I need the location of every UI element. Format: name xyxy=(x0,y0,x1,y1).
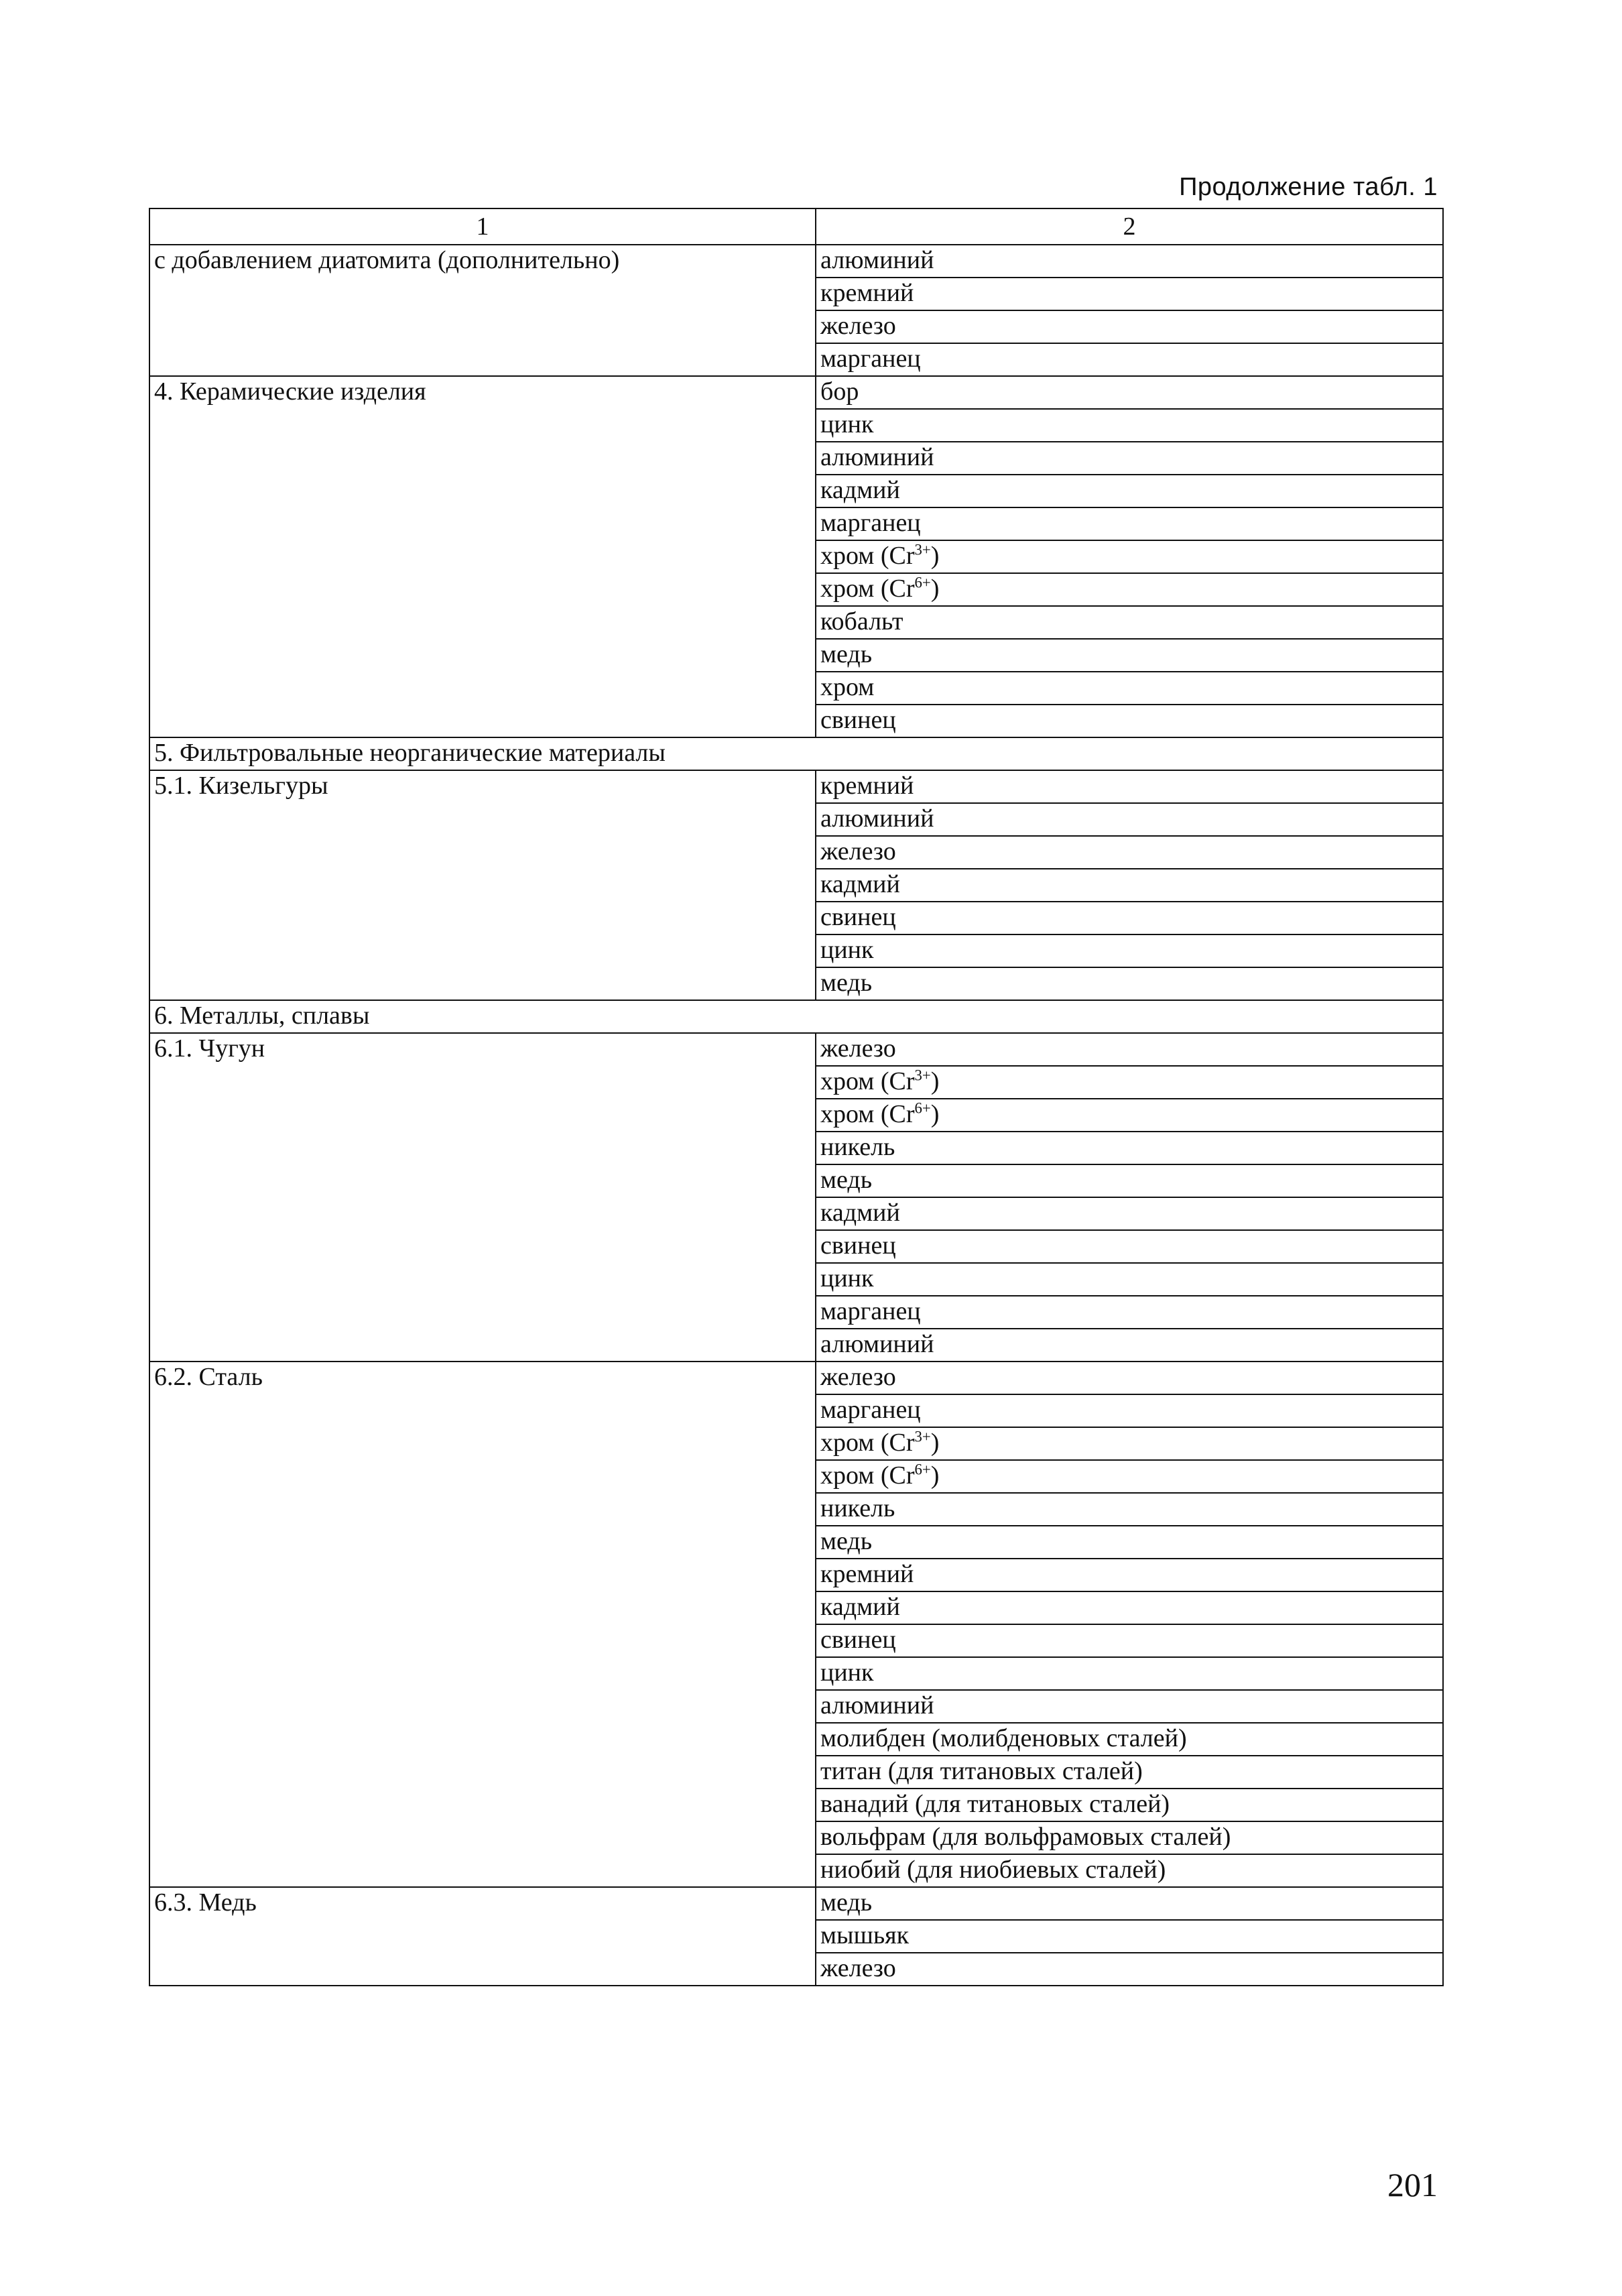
element-cell: цинк xyxy=(816,934,1443,967)
element-cell: железо xyxy=(816,836,1443,869)
element-cell: железо xyxy=(816,1362,1443,1394)
element-cell: железо xyxy=(816,1953,1443,1986)
element-cell: марганец xyxy=(816,343,1443,376)
element-cell: бор xyxy=(816,376,1443,409)
element-cell: мышьяк xyxy=(816,1920,1443,1953)
element-cell: ванадий (для титановых сталей) xyxy=(816,1789,1443,1821)
element-cell: медь xyxy=(816,967,1443,1000)
column-header-2: 2 xyxy=(816,208,1443,245)
element-cell: никель xyxy=(816,1493,1443,1526)
element-cell: кобальт xyxy=(816,606,1443,639)
element-cell: молибден (молибденовых сталей) xyxy=(816,1723,1443,1756)
table-row xyxy=(149,770,1443,803)
element-cell: хром $(Cr^{3+})$ xyxy=(816,540,1443,573)
table-row xyxy=(149,376,1443,409)
category-cell: 6.3. Медь xyxy=(149,1887,816,1986)
table-row xyxy=(149,245,1443,278)
element-cell: кадмий xyxy=(816,1591,1443,1624)
element-cell: никель xyxy=(816,1132,1443,1164)
element-cell: кадмий xyxy=(816,475,1443,507)
element-cell: марганец xyxy=(816,1296,1443,1329)
element-cell: железо xyxy=(816,1033,1443,1066)
element-cell: кремний xyxy=(816,1559,1443,1591)
element-cell: свинец xyxy=(816,1624,1443,1657)
element-cell: кремний xyxy=(816,770,1443,803)
table-caption: Продолжение табл. 1 xyxy=(1179,173,1438,201)
element-cell: медь xyxy=(816,639,1443,672)
category-cell: 6.1. Чугун xyxy=(149,1033,816,1362)
table-row xyxy=(149,1887,1443,1920)
category-cell: 5.1. Кизельгуры xyxy=(149,770,816,1000)
category-cell: 4. Керамические изделия xyxy=(149,376,816,737)
element-cell: марганец xyxy=(816,507,1443,540)
category-cell: 6.2. Сталь xyxy=(149,1362,816,1887)
element-cell: хром $(Cr^{3+})$ xyxy=(816,1066,1443,1099)
elements-table xyxy=(149,208,1444,1986)
section-header: 5. Фильтровальные неорганические материалы xyxy=(149,737,1443,770)
element-cell: железо xyxy=(816,310,1443,343)
element-cell: медь xyxy=(816,1164,1443,1197)
element-cell: алюминий xyxy=(816,1690,1443,1723)
page-number: 201 xyxy=(1387,2166,1438,2203)
element-cell: вольфрам (для вольфрамовых сталей) xyxy=(816,1821,1443,1854)
section-header: 6. Металлы, сплавы xyxy=(149,1000,1443,1033)
element-cell: свинец xyxy=(816,902,1443,934)
element-cell: алюминий xyxy=(816,245,1443,278)
element-cell: свинец xyxy=(816,1230,1443,1263)
element-cell: медь xyxy=(816,1526,1443,1559)
table-row xyxy=(149,1362,1443,1394)
element-cell: алюминий xyxy=(816,442,1443,475)
element-cell: кадмий xyxy=(816,1197,1443,1230)
table-row xyxy=(149,1033,1443,1066)
element-cell: цинк xyxy=(816,1263,1443,1296)
element-cell: алюминий xyxy=(816,803,1443,836)
element-cell: цинк xyxy=(816,409,1443,442)
element-cell: кадмий xyxy=(816,869,1443,902)
element-cell: медь xyxy=(816,1887,1443,1920)
element-cell: марганец xyxy=(816,1394,1443,1427)
category-cell: с добавлением диатомита (дополнительно) xyxy=(149,245,816,376)
element-cell: кремний xyxy=(816,278,1443,310)
section-header-row xyxy=(149,737,1443,770)
element-cell: титан (для титановых сталей) xyxy=(816,1756,1443,1789)
section-header-row xyxy=(149,1000,1443,1033)
element-cell: хром $(Cr^{3+})$ xyxy=(816,1427,1443,1460)
element-cell: хром $(Cr^{6+})$ xyxy=(816,1099,1443,1132)
element-cell: хром $(Cr^{6+})$ xyxy=(816,1460,1443,1493)
element-cell: ниобий (для ниобиевых сталей) xyxy=(816,1854,1443,1887)
table-body xyxy=(149,208,1443,1986)
column-header-1: 1 xyxy=(149,208,816,245)
element-cell: цинк xyxy=(816,1657,1443,1690)
element-cell: хром $(Cr^{6+})$ xyxy=(816,573,1443,606)
element-cell: хром xyxy=(816,672,1443,705)
element-cell: свинец xyxy=(816,705,1443,737)
column-header-row xyxy=(149,208,1443,245)
element-cell: алюминий xyxy=(816,1329,1443,1362)
